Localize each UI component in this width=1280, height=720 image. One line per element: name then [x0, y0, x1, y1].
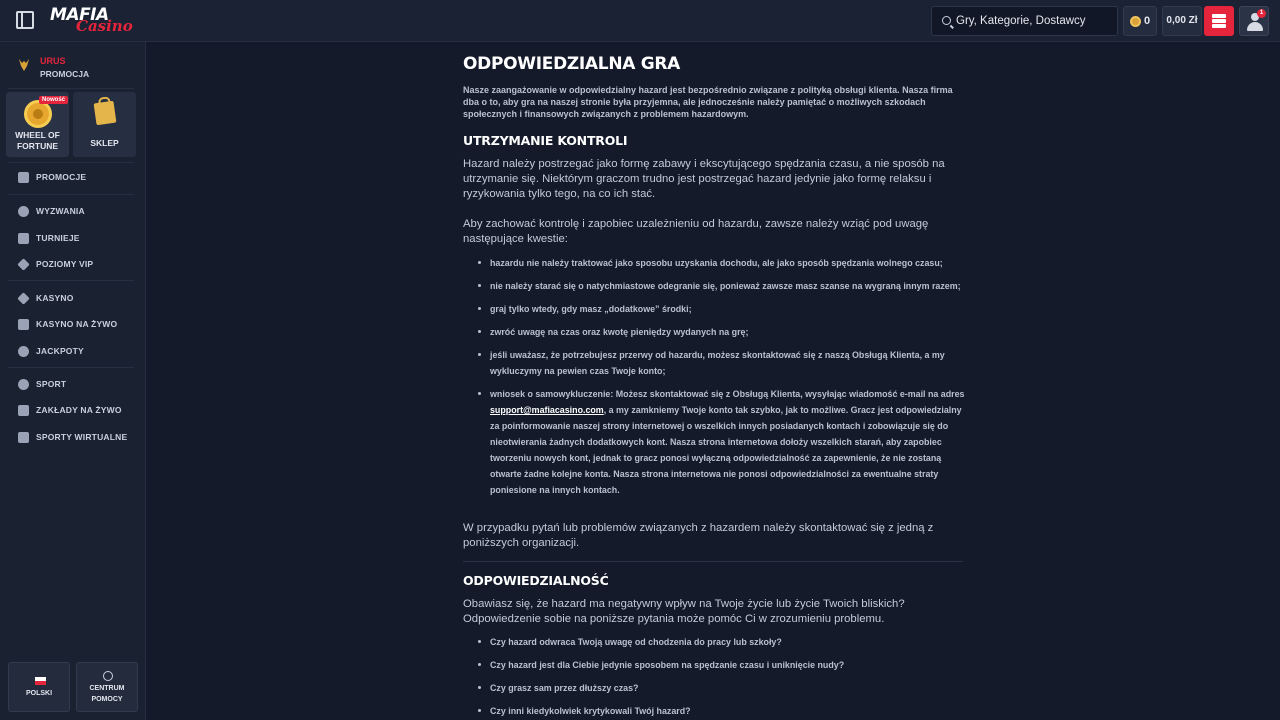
- sidebar: [0, 42, 146, 720]
- language-button[interactable]: POLSKI: [8, 662, 70, 712]
- control-paragraph-1: Hazard należy postrzegać jako formę zabawy i ekscytującego spędzania czasu, a nie sposób na utrzymanie się. Niektórym graczom trudno jest postrzegać hazard jedynie jako formę relaksu i ryzykowania tylko tego, na co ich stać.: [463, 158, 945, 200]
- intro-text: Nasze zaangażowanie w odpowiedzialny hazard jest bezpośrednio związane z polityką obsługi klienta. Nasza firma dba o to, aby gra na naszej stronie była przyjemna, ale jednocześnie należy pamiętać o możliwych szkodach społecznych i finansowych związanych z problemem hazardowym.: [463, 85, 953, 119]
- list-item: jeśli uważasz, że potrzebujesz przerwy od hazardu, możesz skontaktować się z naszą Obsługą Klienta, a my wykluczymy na pewien czas Twoje konto;: [463, 347, 968, 379]
- wheel-icon: [24, 100, 52, 128]
- sidebar-item-promocje[interactable]: PROMOCJE: [0, 167, 146, 189]
- sidebar-promo-urus[interactable]: URUS PROMOCJA: [0, 42, 146, 88]
- cards-icon: [18, 319, 29, 330]
- sidebar-item-wyzwania[interactable]: WYZWANIA: [0, 201, 146, 223]
- questions-list: [463, 634, 968, 719]
- coins-counter[interactable]: 0: [1123, 6, 1157, 36]
- divider: [8, 194, 134, 195]
- help-center-button[interactable]: CENTRUM POMOCY: [76, 662, 138, 712]
- divider: [463, 561, 963, 562]
- top-bar: [0, 0, 1280, 42]
- responsibility-paragraph: Obawiasz się, że hazard ma negatywny wpływ na Twoje życie lub życie Twoich bliskich? Odpowiedzenie sobie na poniższe pytania może pomóc Ci w zrozumieniu problemu.: [463, 598, 905, 625]
- sidebar-item-sport[interactable]: SPORT: [0, 374, 146, 396]
- control-list: [463, 255, 968, 498]
- section-heading-responsibility: ODPOWIEDZIALNOŚĆ: [463, 573, 609, 588]
- divider: [8, 280, 134, 281]
- wheel-of-fortune-tile[interactable]: Nowość WHEEL OF FORTUNE: [6, 92, 69, 157]
- list-item: nie należy starać się o natychmiastowe odegranie się, ponieważ zawsze masz szanse na wygraną innym razem;: [463, 278, 968, 294]
- support-email-link[interactable]: support@mafiacasino.com: [490, 405, 604, 415]
- sidebar-item-vip[interactable]: POZIOMY VIP: [0, 254, 146, 276]
- spade-icon: [17, 292, 29, 304]
- deposit-button[interactable]: [1204, 6, 1234, 36]
- list-item-self-exclusion: wniosek o samowykluczenie: Możesz skontaktować się z Obsługą Klienta, wysyłając wiadomość e-mail na adres support@mafiacasino.com, a my zamkniemy Twoje konto tak szybko, jak to możliwe. Gracz jest odpowiedzialny za poinformowanie naszej strony internetowej o wszelkich innych posiadanych kontach i zobowiązuje się do nieotwierania żadnych dodatkowych kont. Nasza strona internetowa dołoży wszelkich starań, aby zapobiec tworzeniu nowych kont, jednak to gracz ponosi wyłączną odpowiedzialność za zapewnienie, że nie zostaną otwarte żadne kolejne konta. Nasza strona internetowa nie ponosi odpowiedzialności za ewentualne straty poniesione na innych kontach.: [463, 386, 968, 498]
- section-heading-control: UTRZYMANIE KONTROLI: [463, 133, 628, 148]
- poland-flag-icon: [35, 677, 46, 685]
- clover-icon: [18, 346, 29, 357]
- list-item: graj tylko wtedy, gdy masz „dodatkowe” środki;: [463, 301, 968, 317]
- sidebar-item-sporty-wirtualne[interactable]: SPORTY WIRTUALNE: [0, 427, 146, 449]
- list-item: Czy hazard jest dla Ciebie jedynie sposobem na spędzanie czasu i uniknięcie nudy?: [463, 657, 968, 673]
- shopping-bag-icon: [94, 101, 117, 126]
- shop-tile[interactable]: SKLEP: [73, 92, 136, 157]
- notification-badge: 1: [1257, 9, 1266, 18]
- logo[interactable]: MAFIA Casino: [50, 5, 133, 35]
- list-item: zwróć uwagę na czas oraz kwotę pieniędzy wydanych na grę;: [463, 324, 968, 340]
- sidebar-toggle-icon[interactable]: [16, 11, 34, 29]
- help-icon: [103, 671, 113, 681]
- search-icon: [942, 16, 951, 25]
- sidebar-item-kasyno-na-zywo[interactable]: KASYNO NA ŻYWO: [0, 314, 146, 336]
- virtual-sports-icon: [18, 432, 29, 443]
- divider: [8, 367, 134, 368]
- balance-display[interactable]: 0,00 Zł: [1162, 6, 1202, 36]
- new-badge: Nowość: [39, 96, 68, 104]
- list-item: Czy inni kiedykolwiek krytykowali Twój hazard?: [463, 703, 968, 719]
- divider: [8, 162, 134, 163]
- page-title: ODPOWIEDZIALNA GRA: [463, 54, 681, 74]
- list-item: hazardu nie należy traktować jako sposobu uzyskania dochodu, ale jako sposób spędzania wolnego czasu;: [463, 255, 968, 271]
- profile-button[interactable]: [1239, 6, 1269, 36]
- coins-stack-icon: [1212, 14, 1226, 18]
- live-betting-icon: [18, 405, 29, 416]
- search-input[interactable]: [956, 7, 1116, 35]
- list-item: Czy hazard odwraca Twoją uwagę od chodzenia do pracy lub szkoły?: [463, 634, 968, 650]
- sidebar-item-turnieje[interactable]: TURNIEJE: [0, 228, 146, 250]
- trophy-icon: [18, 233, 29, 244]
- sidebar-item-jackpoty[interactable]: JACKPOTY: [0, 341, 146, 363]
- ball-icon: [18, 379, 29, 390]
- search-box[interactable]: [931, 6, 1118, 36]
- control-paragraph-2: Aby zachować kontrolę i zapobiec uzależnieniu od hazardu, zawsze należy wziąć pod uwagę następujące kwestie:: [463, 218, 929, 245]
- target-icon: [18, 206, 29, 217]
- organizations-paragraph: W przypadku pytań lub problemów związanych z hazardem należy skontaktować się z jedną z poniższych organizacji.: [463, 522, 934, 549]
- list-item: Czy grasz sam przez dłuższy czas?: [463, 680, 968, 696]
- bull-icon: [18, 58, 30, 72]
- sidebar-item-zaklady-na-zywo[interactable]: ZAKŁADY NA ŻYWO: [0, 400, 146, 422]
- sidebar-item-kasyno[interactable]: KASYNO: [0, 288, 146, 310]
- coin-icon: [1130, 16, 1141, 27]
- divider: [8, 88, 134, 89]
- gift-icon: [18, 172, 29, 183]
- feature-tiles: [6, 92, 140, 157]
- diamond-icon: [17, 258, 29, 270]
